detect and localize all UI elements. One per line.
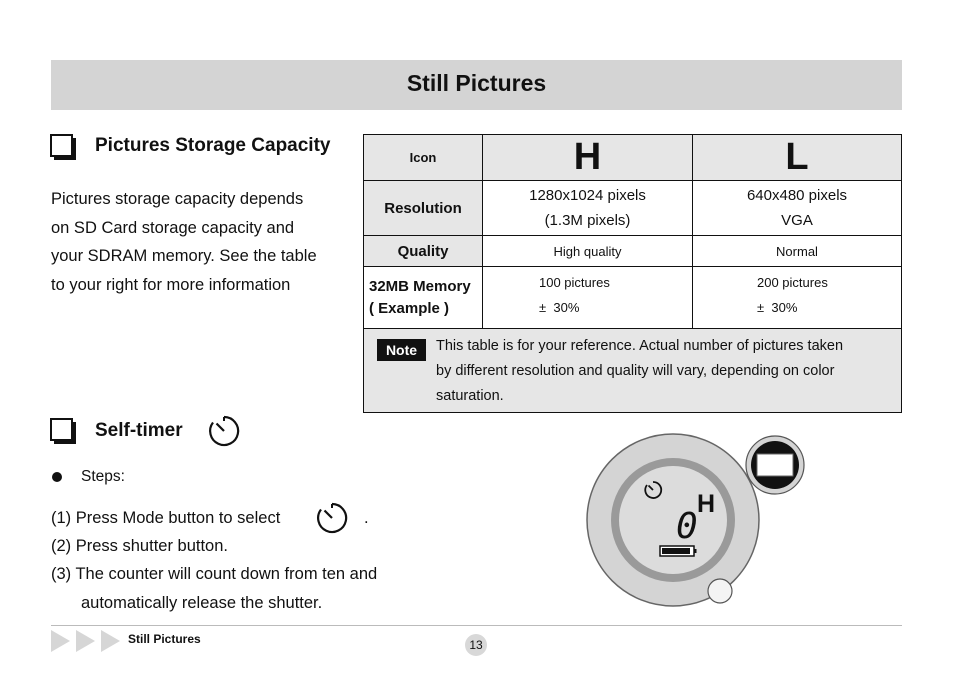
memory-h-tolerance [539, 300, 579, 315]
note-line: by different resolution and quality will vary, depending on color [436, 363, 835, 379]
memory-l-count: 200 pictures [757, 275, 828, 290]
description-line: on SD Card storage capacity and [51, 218, 295, 237]
resolution-h-cell [482, 180, 693, 236]
step-2: (2) Press shutter button. [51, 537, 228, 555]
resolution-h-icon: H [573, 136, 602, 178]
step-1: (1) Press Mode button to select [51, 509, 281, 527]
icon-cell-l [692, 134, 902, 181]
resolution-h-line1: 1280x1024 pixels [529, 187, 646, 204]
resolution-l-line1: 640x480 pixels [746, 187, 848, 204]
row-label-memory-line1: 32MB Memory [369, 277, 471, 295]
checkbox-icon [50, 134, 76, 160]
note-line: This table is for your reference. Actual number of pictures taken [436, 338, 844, 354]
storage-heading: Pictures Storage Capacity [95, 135, 331, 156]
row-label-quality-text: Quality [397, 242, 449, 260]
row-label-memory [363, 266, 483, 329]
row-label-quality [363, 235, 483, 267]
plus-minus-symbol: ± [757, 300, 765, 315]
footer-label: Still Pictures [128, 632, 201, 646]
row-label-resolution [363, 180, 483, 236]
note-line: saturation. [436, 388, 504, 404]
icon-cell-h [482, 134, 693, 181]
footer-arrows-icon [51, 630, 123, 652]
step-3: (3) The counter will count down from ten and [51, 565, 378, 583]
bullet-dot [52, 472, 62, 482]
memory-h-count: 100 pictures [539, 275, 610, 290]
lcd-counter: 0 [676, 506, 698, 547]
checkbox-icon [50, 418, 76, 444]
description-line: Pictures storage capacity depends [51, 190, 304, 208]
description-line: your SDRAM memory. See the table [51, 247, 317, 265]
step-3-continued: automatically release the shutter. [81, 594, 323, 612]
row-label-memory-line2: ( Example ) [369, 299, 450, 317]
page-title: Still Pictures [406, 70, 547, 96]
resolution-h-line2: (1.3M pixels) [544, 212, 631, 229]
quality-h-value: High quality [553, 243, 622, 259]
quality-h-cell [482, 235, 693, 267]
memory-l-tolerance-value: 30% [771, 300, 798, 315]
row-label-icon [363, 134, 483, 181]
quality-l-cell [692, 235, 902, 267]
steps-label: Steps: [81, 468, 125, 485]
mode-window-icon [757, 454, 793, 476]
page-number: 13 [465, 634, 487, 656]
note-text [436, 334, 896, 409]
memory-l-tolerance [757, 300, 797, 315]
resolution-l-line2: VGA [781, 212, 813, 229]
storage-description [51, 185, 351, 299]
self-timer-icon [315, 501, 349, 535]
lcd-screen [619, 466, 727, 574]
plus-minus-symbol: ± [539, 300, 547, 315]
note-badge: Note [377, 339, 426, 361]
lcd-small-button [708, 579, 732, 603]
row-label-resolution-text: Resolution [384, 199, 462, 217]
self-timer-heading: Self-timer [95, 420, 183, 441]
step-1-period: . [364, 509, 369, 527]
row-label-icon-text: Icon [409, 150, 437, 165]
description-line: to your right for more information [51, 275, 291, 294]
quality-l-value: Normal [776, 243, 818, 259]
resolution-l-icon: L [785, 136, 809, 178]
memory-h-tolerance-value: 30% [553, 300, 580, 315]
self-timer-icon [207, 414, 241, 448]
lcd-mode-letter: H [697, 490, 716, 518]
resolution-l-cell [692, 180, 902, 236]
footer-divider [51, 625, 902, 626]
